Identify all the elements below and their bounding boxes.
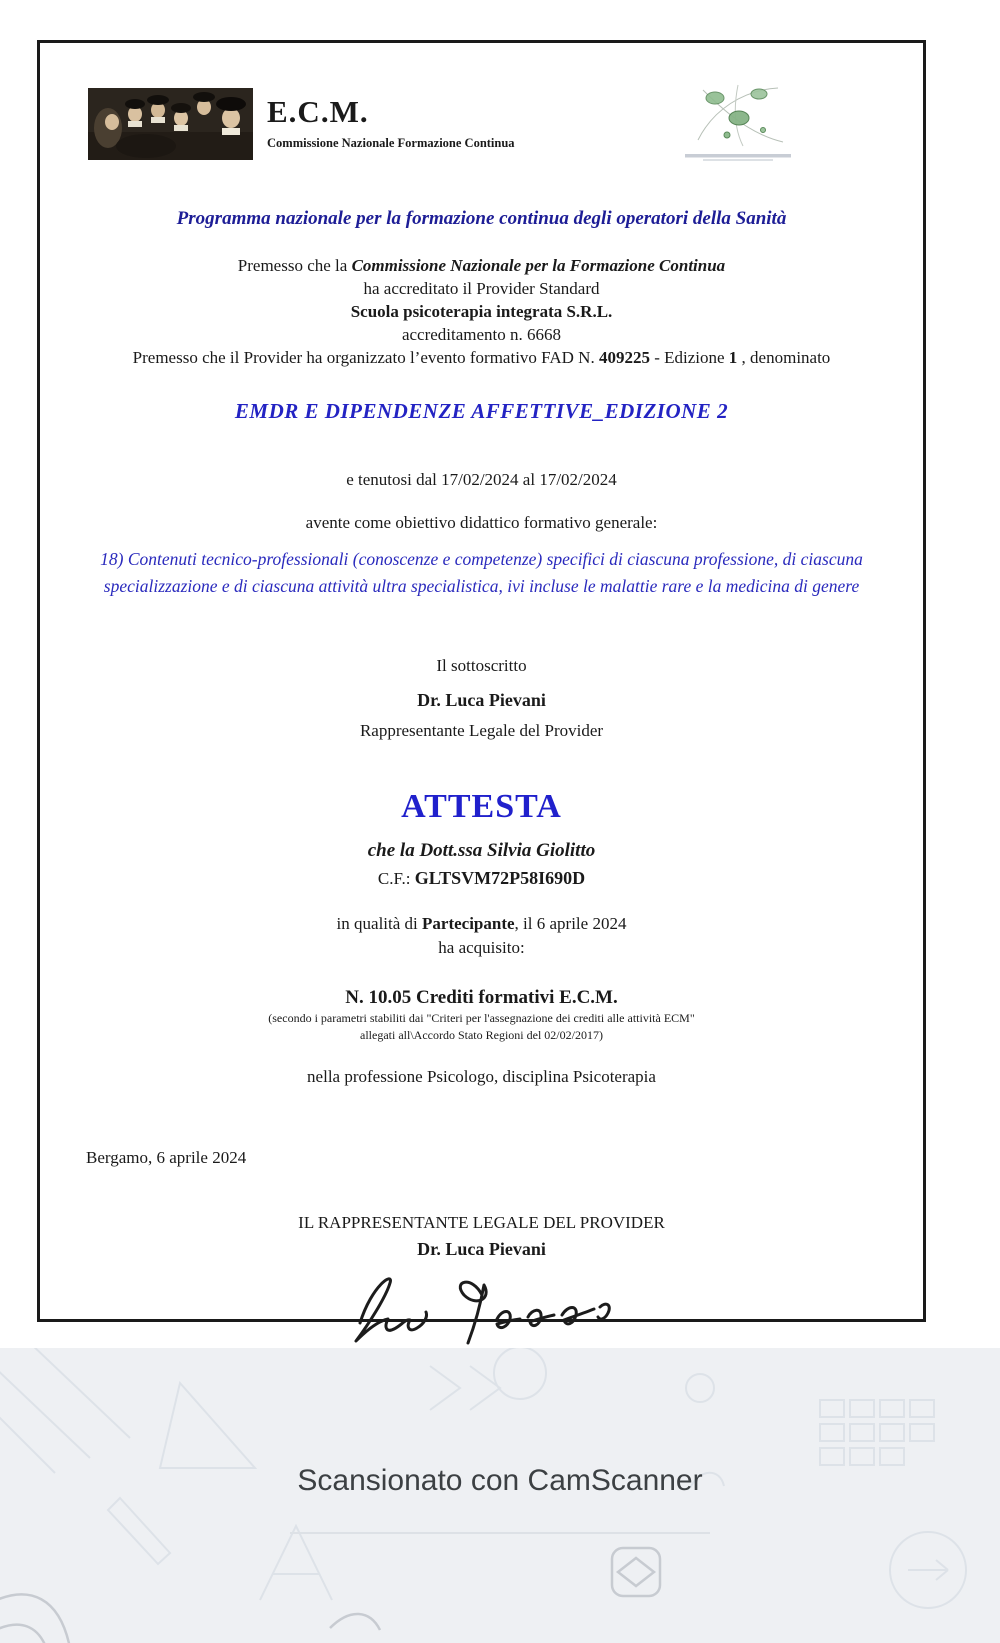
fiscal-code-line xyxy=(70,867,893,890)
ecm-title: E.C.M. xyxy=(267,94,369,129)
credits-amount: N. 10.05 Crediti formativi E.C.M. xyxy=(345,987,618,1008)
certificate-frame xyxy=(37,40,926,1322)
participation-role: Partecipante xyxy=(422,914,515,933)
premise-line-2: ha accreditato il Provider Standard xyxy=(363,279,600,298)
recipient-line: che la Dott.ssa Silvia Giolitto xyxy=(367,840,596,861)
premise-line-5-mid: - Edizione xyxy=(649,348,729,367)
camscanner-footer-text: Scansionato con CamScanner xyxy=(297,1464,703,1497)
ecm-logo-text xyxy=(267,94,515,151)
program-title: Programma nazionale per la formazione continua degli operatori della Sanità xyxy=(176,208,787,229)
participation-date: , il 6 aprile 2024 xyxy=(514,914,627,933)
fiscal-code-label: C.F.: xyxy=(377,869,415,888)
premise-line-1 xyxy=(70,254,893,277)
undersigned-name: Dr. Luca Pievani xyxy=(417,690,546,710)
participation-prefix: in qualità di xyxy=(336,914,423,933)
signature-name: Dr. Luca Pievani xyxy=(417,1239,546,1259)
undersigned-intro: Il sottoscritto xyxy=(436,656,527,675)
premise-line-1-prefix: Premesso che la xyxy=(237,256,352,275)
signature-title: IL RAPPRESENTANTE LEGALE DEL PROVIDER xyxy=(298,1213,665,1232)
agenas-logo xyxy=(683,80,793,164)
signature-image xyxy=(70,1267,893,1356)
credits-note-1: (secondo i parametri stabiliti dai "Criteri per l'assegnazione dei crediti alle attività ECM" xyxy=(268,1011,695,1025)
ecm-painting-image xyxy=(88,88,253,160)
attesta-heading: ATTESTA xyxy=(401,788,562,825)
acquired-line: ha acquisito: xyxy=(438,938,525,957)
objective-text: 18) Contenuti tecnico-professionali (conoscenze e competenze) specifici di ciascuna professione, di ciascuna specializzazione e di ciascuna attività ultra specialistica, ivi incluse le malattie rare e la medicina di genere xyxy=(100,549,863,596)
credits-note-2: allegati all\Accordo Stato Regioni del 02/02/2017) xyxy=(360,1028,603,1042)
participation-line xyxy=(70,912,893,935)
ecm-subtitle: Commissione Nazionale Formazione Continua xyxy=(267,136,515,150)
event-edition-number: 1 xyxy=(728,348,738,367)
profession-line: nella professione Psicologo, disciplina Psicoterapia xyxy=(307,1067,656,1086)
event-fad-number: 409225 xyxy=(598,348,650,367)
premise-line-1-bold: Commissione Nazionale per la Formazione Continua xyxy=(351,256,726,275)
premise-line-5-suffix: , denominato xyxy=(737,348,831,367)
fiscal-code-value: GLTSVM72P58I690D xyxy=(414,868,586,888)
premise-line-5 xyxy=(70,346,893,369)
undersigned-role: Rappresentante Legale del Provider xyxy=(359,721,604,740)
place-date: Bergamo, 6 aprile 2024 xyxy=(86,1148,247,1167)
event-dates: e tenutosi dal 17/02/2024 al 17/02/2024 xyxy=(346,470,617,489)
premise-accreditation-number: accreditamento n. 6668 xyxy=(401,325,562,344)
camscanner-band xyxy=(0,1348,1000,1643)
camscanner-divider xyxy=(290,1532,710,1534)
objective-intro: avente come obiettivo didattico formativo generale: xyxy=(305,513,658,532)
premise-line-5-prefix: Premesso che il Provider ha organizzato l’evento formativo FAD N. xyxy=(132,348,599,367)
premise-block xyxy=(70,254,893,369)
agenas-caption-blur xyxy=(685,154,791,158)
event-title: EMDR E DIPENDENZE AFFETTIVE_EDIZIONE 2 xyxy=(234,399,729,423)
premise-provider-name: Scuola psicoterapia integrata S.R.L. xyxy=(350,302,613,321)
certificate-header xyxy=(70,88,893,164)
